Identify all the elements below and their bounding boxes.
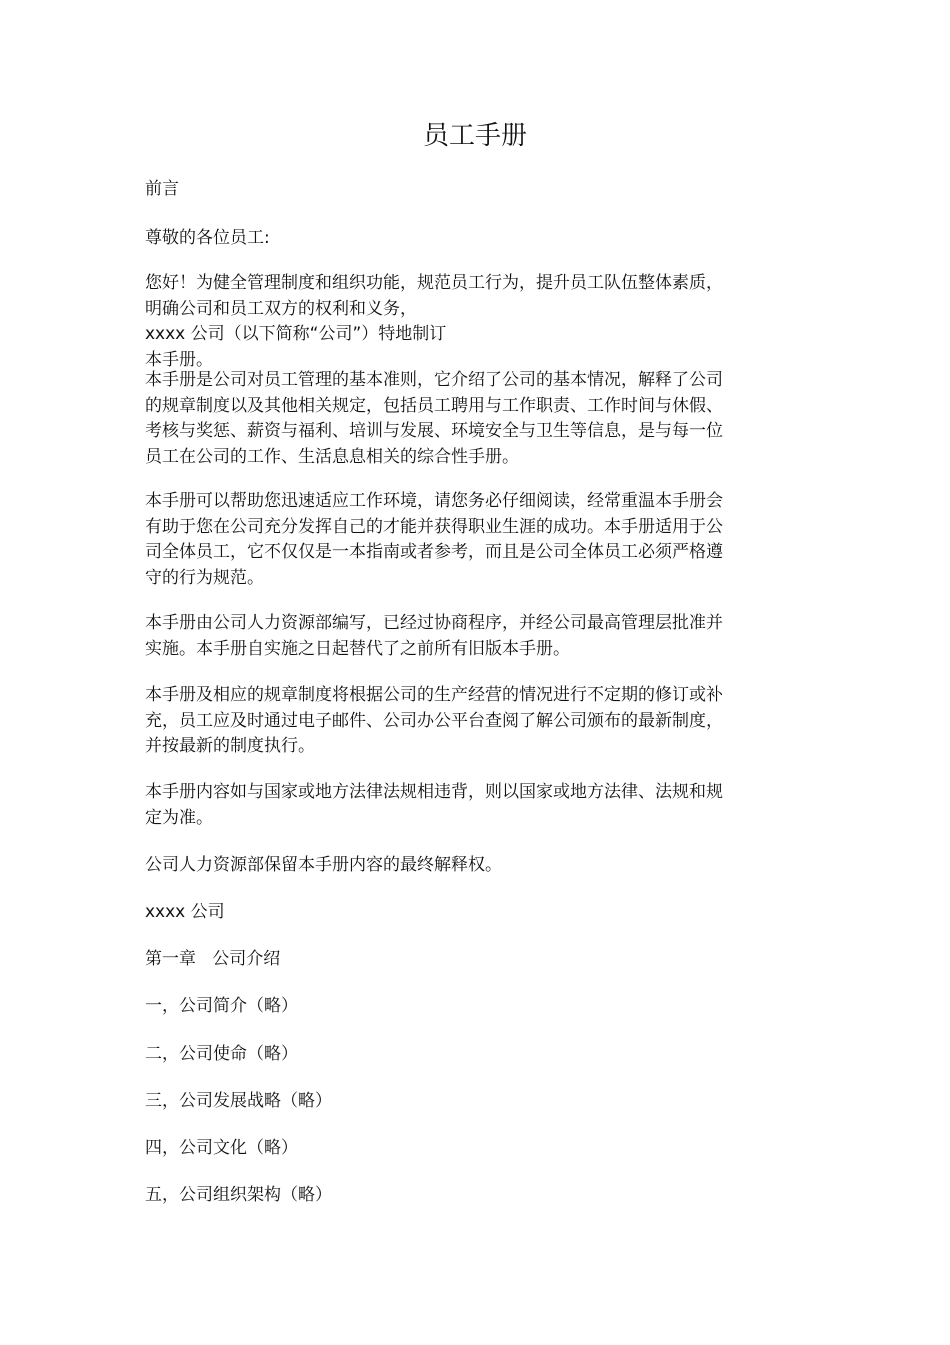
paragraph-line-part: xxxx 公司（以下简称“公司”）特地制订	[145, 324, 447, 344]
paragraph-usage	[145, 489, 785, 591]
section-item: 三，公司发展战略（略）	[145, 1091, 332, 1111]
paragraph-line: 的规章制度以及其他相关规定，包括员工聘用与工作职责、工作时间与休假、	[145, 395, 723, 416]
paragraph-line: 并按最新的制度执行。	[145, 736, 315, 756]
section-item: 五，公司组织架构（略）	[145, 1185, 332, 1205]
paragraph-line: 考核与奖惩、薪资与福利、培训与发展、环境安全与卫生等信息，是与每一位	[145, 421, 723, 441]
paragraph-line: 员工在公司的工作、生活息息相关的综合性手册。	[145, 446, 519, 467]
paragraph-line	[145, 297, 785, 348]
section-item: 二，公司使命（略）	[145, 1044, 298, 1064]
paragraph-line: 本手册及相应的规章制度将根据公司的生产经营的情况进行不定期的修订或补	[145, 685, 723, 705]
paragraph-line: 您好！为健全管理制度和组织功能，规范员工行为，提升员工队伍整体素质，	[145, 273, 723, 293]
paragraph-purpose	[145, 368, 785, 470]
paragraph-line: 有助于您在公司充分发挥自己的才能并获得职业生涯的成功。本手册适用于公	[145, 516, 723, 537]
section-item: 四，公司文化（略）	[145, 1138, 298, 1158]
paragraph-legal	[145, 780, 785, 831]
paragraph-intro	[145, 271, 785, 373]
chapter-heading: 第一章 公司介绍	[145, 949, 281, 969]
paragraph-line: 定为准。	[145, 807, 213, 828]
paragraph-line: 本手册是公司对员工管理的基本准则，它介绍了公司的基本情况，解释了公司	[145, 370, 723, 390]
paragraph-line: 本手册。	[145, 349, 213, 370]
paragraph-revisions	[145, 683, 785, 760]
paragraph-line: 守的行为规范。	[145, 567, 264, 588]
paragraph-line: 司全体员工，它不仅仅是一本指南或者参考，而且是公司全体员工必须严格遵	[145, 542, 723, 562]
greeting-text: 尊敬的各位员工:	[145, 228, 270, 248]
paragraph-line: 实施。本手册自实施之日起替代了之前所有旧版本手册。	[145, 638, 570, 659]
section-item: 一，公司简介（略）	[145, 996, 298, 1016]
paragraph-interpretation: 公司人力资源部保留本手册内容的最终解释权。	[145, 855, 502, 875]
preface-heading: 前言	[145, 179, 179, 199]
paragraph-line-part: 明确公司和员工双方的权利和义务，	[145, 298, 417, 319]
paragraph-line: 本手册内容如与国家或地方法律法规相违背，则以国家或地方法律、法规和规	[145, 782, 723, 802]
paragraph-line: 充，员工应及时通过电子邮件、公司办公平台查阅了解公司颁布的最新制度，	[145, 710, 723, 731]
paragraph-line: 本手册可以帮助您迅速适应工作环境，请您务必仔细阅读，经常重温本手册会	[145, 491, 723, 511]
paragraph-line: 本手册由公司人力资源部编写，已经过协商程序，并经公司最高管理层批准并	[145, 613, 723, 633]
company-signature: xxxx 公司	[145, 902, 225, 922]
paragraph-authorship	[145, 611, 785, 662]
document-title: 员工手册	[422, 121, 527, 151]
